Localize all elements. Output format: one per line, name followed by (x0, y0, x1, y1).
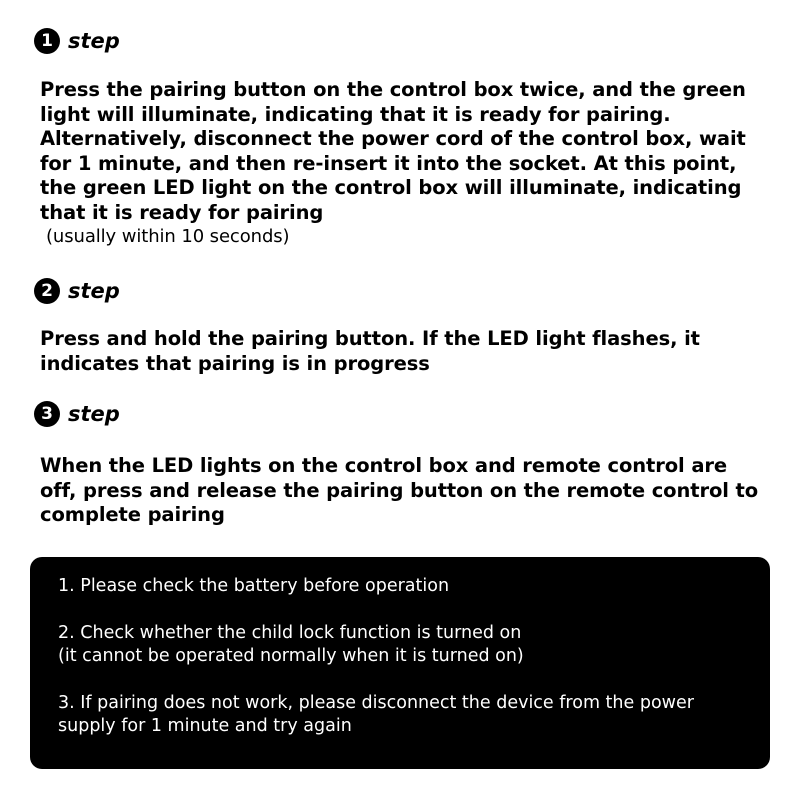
note-item-1 (58, 575, 748, 598)
note-item-2 (58, 622, 748, 668)
step-2-text: Press and hold the pairing button. If the LED light flashes, it indicates that pairing is in progress (40, 327, 700, 375)
note-1-text: 1. Please check the battery before operation (58, 576, 450, 596)
step-1-label: step (68, 29, 120, 53)
step-3-header (34, 399, 120, 429)
note-3-text: 3. If pairing does not work, please disconnect the device from the power supply for 1 minute and try again (58, 693, 694, 736)
note-item-3 (58, 692, 748, 738)
step-3-text: When the LED lights on the control box and remote control are off, press and release the pairing button on the remote control to complete pairing (40, 454, 759, 526)
step-1-instructions (40, 78, 770, 249)
step-2-header (34, 276, 120, 306)
note-2-text: 2. Check whether the child lock function is turned on (58, 623, 522, 643)
note-2-subtext: (it cannot be operated normally when it is turned on) (58, 646, 524, 666)
step-3-label: step (68, 402, 120, 426)
notes-panel (30, 557, 770, 769)
step-3-number-badge: 3 (34, 401, 60, 427)
step-2-instructions (40, 327, 770, 376)
step-2-number-badge: 2 (34, 278, 60, 304)
step-2-label: step (68, 279, 120, 303)
step-1-number-badge: 1 (34, 28, 60, 54)
step-1-text: Press the pairing button on the control box twice, and the green light will illuminate, indicating that it is ready for pairing. Alternatively, disconnect the power cord of the control box, wait for 1 minute, and then re-insert it into the socket. At this point, the green LED light on the control box will illuminate, indicating that it is ready for pairing (40, 78, 746, 224)
step-1-header (34, 26, 120, 56)
step-3-instructions (40, 454, 770, 528)
step-1-note: (usually within 10 seconds) (46, 226, 290, 247)
